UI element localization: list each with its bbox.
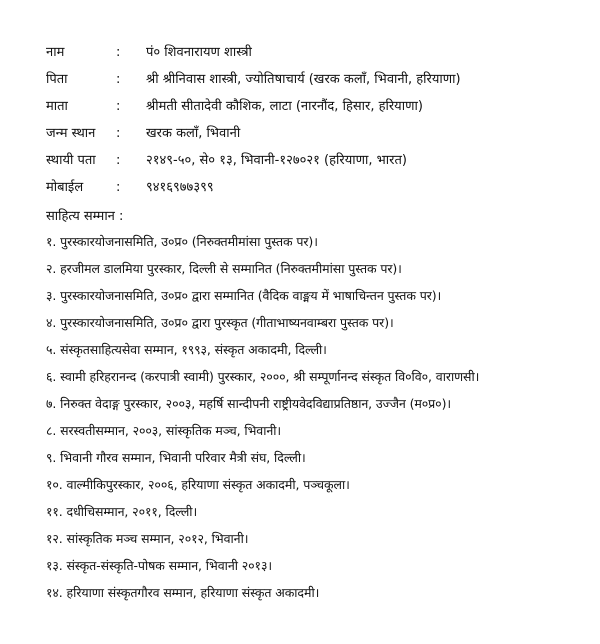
detail-row-birthplace <box>46 123 586 150</box>
detail-label: पिता <box>46 72 68 87</box>
award-item: १२. सांस्कृतिक मञ्च सम्मान, २०१२, भिवानी। <box>46 531 249 546</box>
detail-value: पं० शिवनारायण शास्त्री <box>146 45 252 60</box>
award-item: २. हरजीमल डालमिया पुरस्कार, दिल्ली से सम्मानित (निरुक्तमीमांसा पुस्तक पर)। <box>46 261 402 276</box>
detail-label: माता <box>46 99 68 114</box>
personal-details <box>46 42 586 204</box>
award-item: १. पुरस्कारयोजनासमिति, उ०प्र० (निरुक्तमीमांसा पुस्तक पर)। <box>46 234 318 249</box>
detail-row-father <box>46 69 586 96</box>
award-item: ६. स्वामी हरिहरानन्द (करपात्री स्वामी) पुरस्कार, २०००, श्री सम्पूर्णानन्द संस्कृत वि०वि०, वाराणसी। <box>46 369 480 384</box>
award-item: १४. हरियाणा संस्कृतगौरव सम्मान, हरियाणा संस्कृत अकादमी। <box>46 585 320 600</box>
award-item: १३. संस्कृत-संस्कृति-पोषक सम्मान, भिवानी २०१३। <box>46 558 272 573</box>
detail-colon: : <box>116 99 121 114</box>
detail-label: मोबाईल <box>46 180 84 195</box>
detail-value: ९४१६९७७३९९ <box>146 180 214 195</box>
detail-row-mother <box>46 96 586 123</box>
award-item: ३. पुरस्कारयोजनासमिति, उ०प्र० द्वारा सम्मानित (वैदिक वाङ्मय में भाषाचिन्तन पुस्तक पर)। <box>46 288 442 303</box>
detail-label: नाम <box>46 45 65 60</box>
award-item: ८. सरस्वतीसम्मान, २००३, सांस्कृतिक मञ्च, भिवानी। <box>46 423 282 438</box>
award-item: ५. संस्कृतसाहित्यसेवा सम्मान, १९९३, संस्कृत अकादमी, दिल्ली। <box>46 342 327 357</box>
detail-colon: : <box>116 45 121 60</box>
award-item: १०. वाल्मीकिपुरस्कार, २००६, हरियाणा संस्कृत अकादमी, पञ्चकूला। <box>46 477 350 492</box>
detail-label: स्थायी पता <box>46 153 96 168</box>
award-item: ११. दधीचिसम्मान, २०११, दिल्ली। <box>46 504 198 519</box>
detail-value: श्रीमती सीतादेवी कौशिक, लाटा (नारनौंद, हिसार, हरियाणा) <box>146 99 423 114</box>
award-item: ४. पुरस्कारयोजनासमिति, उ०प्र० द्वारा पुरस्कृत (गीताभाष्यनवाम्बरा पुस्तक पर)। <box>46 315 394 330</box>
detail-colon: : <box>116 180 121 195</box>
detail-row-address <box>46 150 586 177</box>
detail-value: खरक कलाँ, भिवानी <box>146 126 241 141</box>
detail-label: जन्म स्थान <box>46 126 96 141</box>
detail-value: श्री श्रीनिवास शास्त्री, ज्योतिषाचार्य (खरक कलाँ, भिवानी, हरियाणा) <box>146 72 461 87</box>
awards-heading: साहित्य सम्मान : <box>46 209 124 224</box>
award-item: ७. निरुक्त वेदाङ्ग पुरस्कार, २००३, महर्षि सान्दीपनी राष्ट्रीयवेदविद्याप्रतिष्ठान, उज्जैन (म०प्र०)। <box>46 396 451 411</box>
detail-colon: : <box>116 153 121 168</box>
award-item: ९. भिवानी गौरव सम्मान, भिवानी परिवार मैत्री संघ, दिल्ली। <box>46 450 306 465</box>
detail-colon: : <box>116 126 121 141</box>
detail-row-mobile <box>46 177 586 204</box>
detail-row-name <box>46 42 586 69</box>
detail-colon: : <box>116 72 121 87</box>
detail-value: २१४९-५०, से० १३, भिवानी-१२७०२१ (हरियाणा, भारत) <box>146 153 407 168</box>
awards-list <box>46 233 596 611</box>
